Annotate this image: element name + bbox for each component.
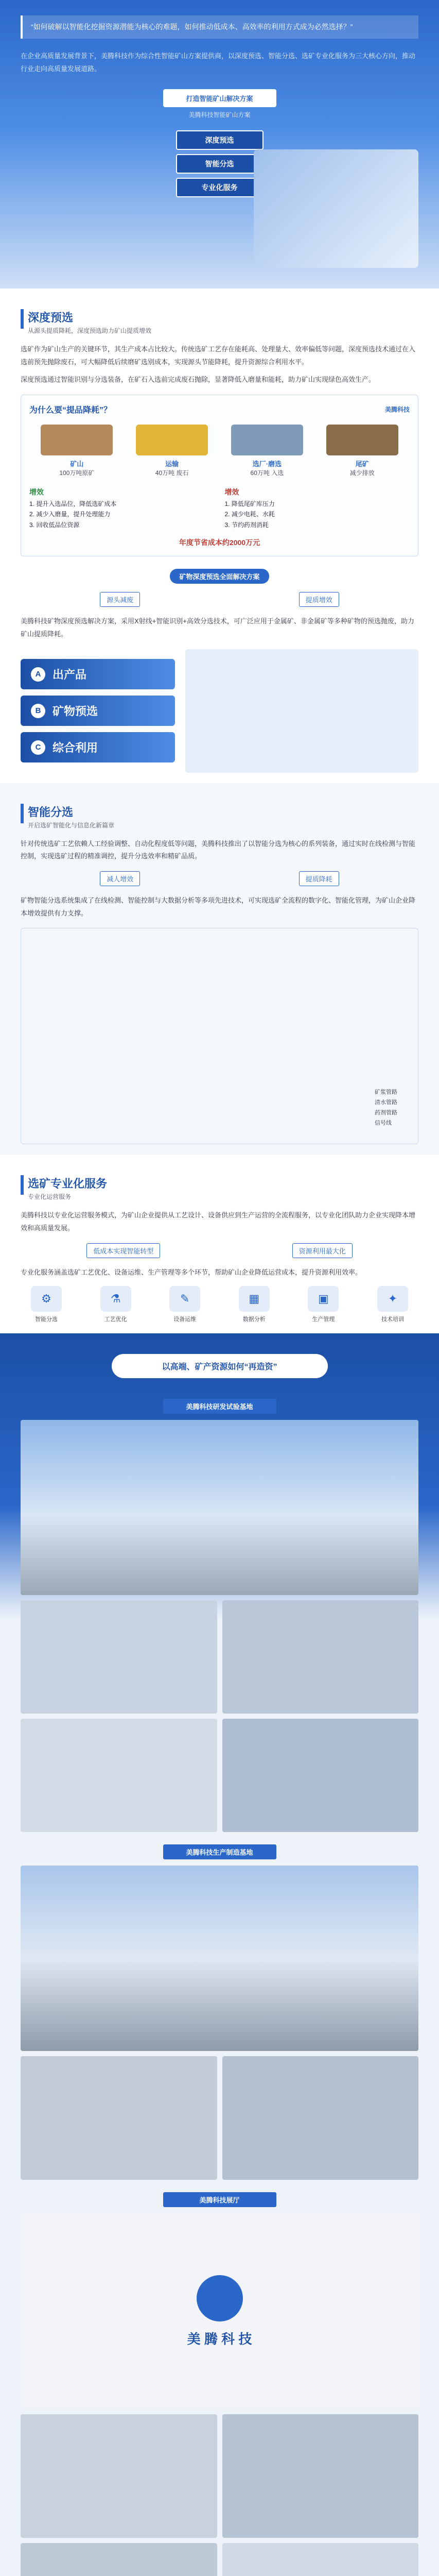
chart-icon: ▦ [239,1286,270,1312]
plan-pill: 矿物深度预选全面解决方案 [170,569,269,584]
paragraph: 专业化服务涵盖选矿工艺优化、设备运维、生产管理等多个环节，帮助矿山企业降低运营成本，提升资源利用效率。 [21,1268,362,1276]
section-smart-sorting [0,783,439,1155]
col-title: 增效 [224,488,239,497]
col-title: 增效 [29,488,44,497]
col-line: 2. 减少电耗、水耗 [224,511,275,518]
service-card [297,1286,349,1323]
col-line: 1. 提升入选品位，降低选矿成本 [29,500,117,508]
section-header [21,804,418,829]
flow-value: 减少排放 [349,469,375,477]
card-label: 设备运维 [173,1316,197,1323]
demo-tag-label: 矿物预选 [52,705,98,718]
section-bar [21,1175,24,1195]
hero-illustration [254,149,418,268]
flow-label: 运输 [165,460,179,468]
service-card [367,1286,418,1323]
factory-icon: ▣ [308,1286,339,1312]
flow-item [136,425,208,478]
photo-label: 美腾科技展厅 [163,2192,276,2207]
section-title: 智能分选 [28,805,74,819]
legend-item: 矿浆管路 [375,1089,397,1096]
section-subtitle: 从源头提质降耗，深度预选助力矿山提质增效 [28,327,152,334]
tag: 低成本实现智能转型 [86,1243,160,1258]
paragraph: 矿物智能分选系统集成了在线检测、智能控制与大数据分析等多项先进技术，可实现选矿全流程的数字化、智能化管理，为矿山企业降本增效提供有力支撑。 [21,896,416,917]
card-label: 智能分选 [35,1316,58,1323]
demo-tag-2: B 矿物预选 [21,696,175,726]
flow-item [231,425,303,478]
building-photo [21,1420,418,1595]
brand-logo: 美腾科技 [384,406,410,414]
tailings-icon [326,425,398,455]
demo-tag-3: C 综合利用 [21,732,175,762]
paragraph: 针对传统选矿工艺依赖人工经验调整、自动化程度低等问题，美腾科技推出了以智能分选为核心的系列装备，通过实时在线检测与智能控制，实现选矿过程的精准调控，提升分选效率和精矿品质。 [21,839,416,860]
photo-section [0,1333,439,2576]
service-card [90,1286,142,1323]
demo-tags [21,659,175,762]
why-box [21,395,418,556]
photo-label: 美腾科技生产制造基地 [163,1844,276,1859]
paragraph: 深度预选通过智能识别与分选装备，在矿石入选前完成废石抛除，显著降低入磨量和能耗，助力矿山实现绿色高效生产。 [21,376,376,384]
section-subtitle: 开启选矿智能化与信息化新篇章 [28,821,115,829]
hero-box-sub: 美腾科技智能矿山方案 [188,111,251,118]
tag-row [21,1243,418,1258]
tag: 资源利用最大化 [292,1243,353,1258]
demo-tag-label: 出产品 [52,668,87,682]
tag: 提质降耗 [299,871,339,886]
tag: 提质增效 [299,592,339,607]
demo-tag-label: 综合利用 [52,741,98,755]
factory-photo [21,1866,418,2051]
section-title: 深度预选 [28,311,74,324]
section-professional-service [0,1155,439,1333]
flow-label: 选厂·磨选 [252,460,282,468]
hero-button-1[interactable]: 深度预选 [176,130,264,150]
lab-photo [222,1719,419,1832]
photo-grid [21,2056,418,2180]
flow-value: 40万吨 废石 [155,469,189,477]
service-cards [21,1286,418,1323]
col-line: 3. 节约药剂消耗 [224,521,269,529]
why-title: 为什么要“提品降耗”？ [29,406,112,415]
section-subtitle: 专业化运营服务 [28,1193,72,1201]
company-logo-icon [197,2275,243,2321]
flow-item [326,425,398,478]
logo-text: 美 腾 科 技 [187,2331,252,2347]
wrench-icon: ✎ [169,1286,200,1312]
col-line: 3. 回收低品位资源 [29,521,80,529]
flow-item [41,425,113,478]
legend-item: 药剂管路 [375,1109,397,1116]
service-card [21,1286,72,1323]
section-bar [21,309,24,329]
hero-box-title: 打造智能矿山解决方案 [163,89,276,107]
showroom-photo [21,2213,418,2409]
section-deep-preselection [0,289,439,783]
photo-banner: 以高端、矿产资源如何“再造资” [112,1354,328,1378]
process-icon: ⚗ [100,1286,131,1312]
plant-icon [231,425,303,455]
tag: 减人增效 [100,871,140,886]
photo-label: 美腾科技研发试验基地 [163,1399,276,1414]
tag: 源头减废 [100,592,140,607]
flow-value: 100万吨原矿 [59,469,95,477]
equipment-illustration [185,649,418,773]
benefit-col-right [225,486,410,530]
col-line: 1. 降低尾矿库压力 [224,500,275,508]
photo-grid [21,2414,418,2576]
savings-text: 年度节省成本约2000万元 [179,538,260,547]
lab-photo [21,1600,217,1714]
workshop-photo [222,2056,419,2180]
service-card [229,1286,280,1323]
hero-button-2[interactable]: 智能分选 [176,154,264,174]
lab-photo [21,1719,217,1832]
flow-row [29,425,410,478]
paragraph: 美腾科技矿物深度预选解决方案，采用X射线+智能识别+高效分选技术，可广泛应用于金属矿、非金属矿等多种矿物的预选抛废，助力矿山提质降耗。 [21,617,414,638]
hero-button-3[interactable]: 专业化服务 [176,178,264,197]
tag-row [21,871,418,886]
paragraph: 选矿作为矿山生产的关键环节，其生产成本占比较大。传统选矿工艺存在能耗高、处理量大、效率偏低等问题，深度预选技术通过在入选前预先抛除废石，可大幅降低后续磨矿选别成本，实现源头节能降耗，提升资源综合利用水平。 [21,345,416,366]
card-label: 数据分析 [242,1316,266,1323]
process-diagram [21,928,418,1144]
demo-tag-1: A 出产品 [21,659,175,689]
tag-row [21,592,418,607]
paragraph: 美腾科技以专业化运营服务模式，为矿山企业提供从工艺设计、设备供应到生产运营的全流程服务，以专业化团队助力企业实现降本增效和高质量发展。 [21,1211,416,1232]
benefit-cols [29,486,410,530]
service-card [159,1286,210,1323]
section-title: 选矿专业化服务 [28,1177,108,1191]
flow-label: 矿山 [70,460,84,468]
card-label: 技术培训 [381,1316,404,1323]
showroom-photo [222,2414,419,2538]
workshop-photo [21,2056,217,2180]
photo-grid [21,1600,418,1832]
demo-block [21,649,418,773]
truck-icon [136,425,208,455]
col-line: 2. 减少入磨量，提升处理能力 [29,511,111,518]
section-header [21,1175,418,1201]
benefit-col-left [29,486,215,530]
card-label: 生产管理 [312,1316,335,1323]
legend-item: 信号线 [375,1120,392,1126]
showroom-photo [21,2543,217,2576]
hero-section [0,0,439,289]
section-header [21,309,418,335]
section-bar [21,804,24,823]
flow-value: 60万吨 入选 [250,469,284,477]
training-icon: ✦ [377,1286,408,1312]
showroom-photo [21,2414,217,2538]
card-label: 工艺优化 [104,1316,127,1323]
mine-icon [41,425,113,455]
lab-photo [222,1600,419,1714]
diagram-legend [375,1088,397,1128]
showroom-photo [222,2543,419,2576]
legend-item: 清水管路 [375,1099,397,1106]
flow-label: 尾矿 [355,460,369,468]
hero-intro: 在企业高质量发展背景下，美腾科技作为综合性智能矿山方案提供商，以深度预选、智能分选、选矿专业化服务为三大核心方向，推动行业走向高质量发展道路。 [21,52,416,73]
sort-icon: ⚙ [31,1286,62,1312]
hero-quote: “如何破解以智能化挖掘资源潜能为核心的难题，如何推动低成本、高效率的利用方式成为必然选择？” [21,15,418,39]
